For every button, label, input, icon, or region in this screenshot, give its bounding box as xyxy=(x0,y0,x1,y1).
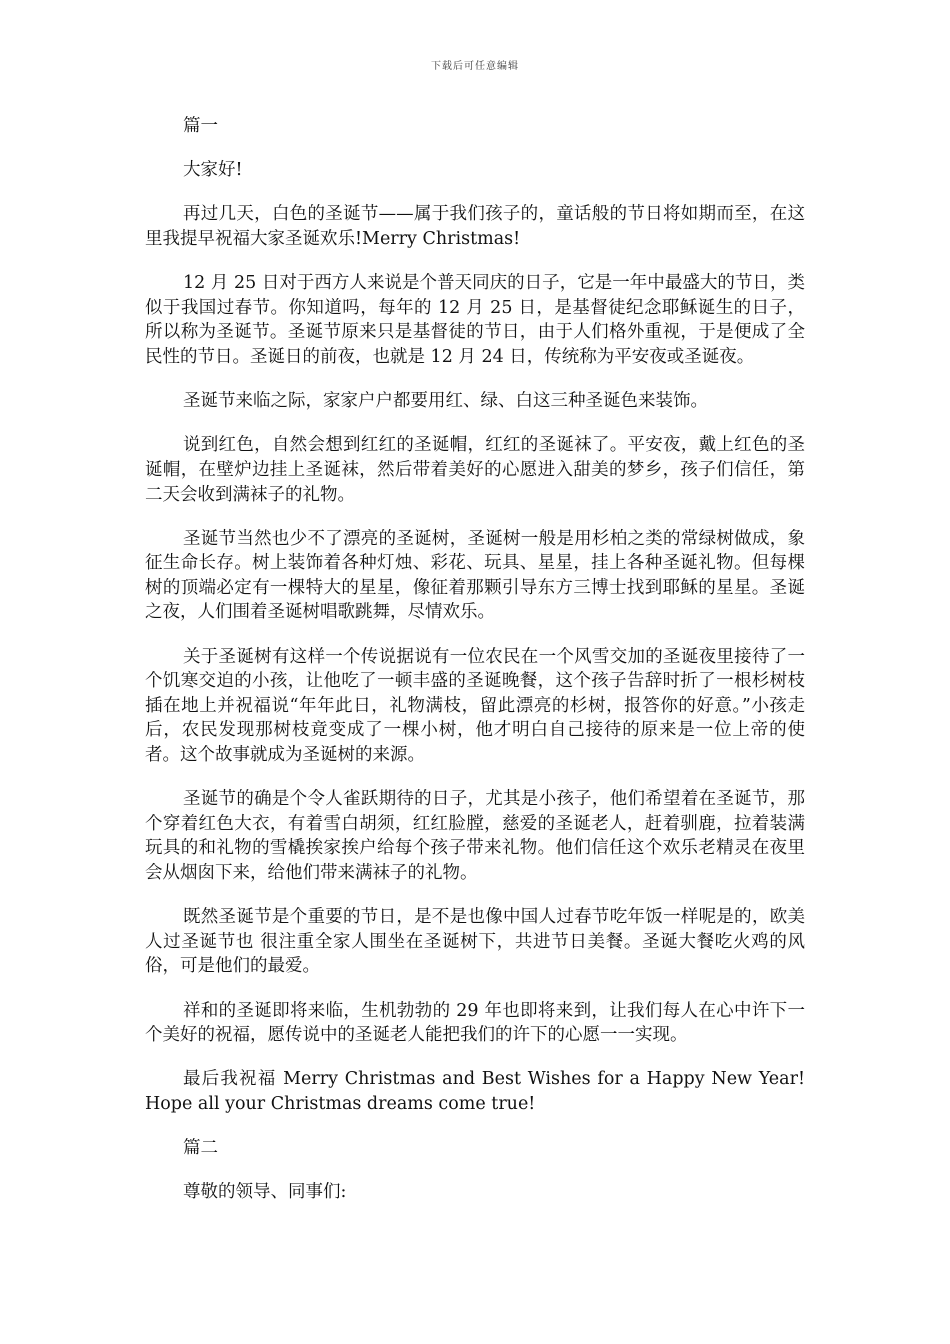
section-greeting: 尊敬的领导、同事们: xyxy=(183,1182,347,1203)
paragraph: 12 月 25 日对于西方人来说是个普天同庆的日子，它是一年中最盛大的节日，类似于我国过春节。你知道吗，每年的 12 月 25 日，是基督徒纪念耶稣诞生的日子，所以称为圣诞节。圣诞节原来只是基督徒的节日，由于人们格外重视，于是便成了全民性的节日。圣诞日的前夜，也就是 12 月 24 日，传统称为平安夜或圣诞夜。 xyxy=(145,273,805,367)
paragraph: 圣诞节的确是个令人雀跃期待的日子，尤其是小孩子，他们希望着在圣诞节，那个穿着红色大衣，有着雪白胡须，红红脸膛，慈爱的圣诞老人，赶着驯鹿，拉着装满玩具的和礼物的雪橇挨家挨户给每个孩子带来礼物。他们信任这个欢乐老精灵在夜里会从烟囱下来，给他们带来满袜子的礼物。 xyxy=(145,789,805,883)
section-title: 篇一 xyxy=(183,116,218,136)
greeting: 大家好! xyxy=(183,160,243,181)
closing-paragraph: 最后我祝福 Merry Christmas and Best Wishes for a Happy New Year! Hope all your Christmas dreams come true! xyxy=(145,1069,805,1114)
paragraph: 再过几天，白色的圣诞节——属于我们孩子的，童话般的节日将如期而至，在这里我提早祝福大家圣诞欢乐!Merry Christmas! xyxy=(145,204,805,249)
paragraph: 圣诞节当然也少不了漂亮的圣诞树，圣诞树一般是用杉柏之类的常绿树做成，象征生命长存。树上装饰着各种灯烛、彩花、玩具、星星，挂上各种圣诞礼物。但每棵树的顶端必定有一棵特大的星星，像征着那颗引导东方三博士找到耶稣的星星。圣诞之夜，人们围着圣诞树唱歌跳舞，尽情欢乐。 xyxy=(145,528,805,623)
paragraph: 圣诞节来临之际，家家户户都要用红、绿、白这三种圣诞色来装饰。 xyxy=(183,391,708,412)
paragraph: 说到红色，自然会想到红红的圣诞帽，红红的圣诞袜了。平安夜，戴上红色的圣诞帽，在壁炉边挂上圣诞袜，然后带着美好的心愿进入甜美的梦乡，孩子们信任，第二天会收到满袜子的礼物。 xyxy=(145,435,805,505)
document-body xyxy=(145,114,805,1225)
section-title: 篇二 xyxy=(183,1138,218,1159)
header-note: 下载后可任意编辑 xyxy=(431,61,519,72)
paragraph: 祥和的圣诞即将来临，生机勃勃的 29 年也即将来到，让我们每人在心中许下一个美好的祝福，愿传说中的圣诞老人能把我们的许下的心愿一一实现。 xyxy=(145,1000,805,1046)
paragraph: 关于圣诞树有这样一个传说据说有一位农民在一个风雪交加的圣诞夜里接待了一个饥寒交迫的小孩，让他吃了一顿丰盛的圣诞晚餐，这个孩子告辞时折了一根杉树枝插在地上并祝福说“年年此日，礼物满枝，留此漂亮的杉树，报答你的好意。”小孩走后，农民发现那树枝竟变成了一棵小树，他才明白自己接待的原来是一位上帝的使者。这个故事就成为圣诞树的来源。 xyxy=(145,646,805,766)
paragraph: 既然圣诞节是个重要的节日，是不是也像中国人过春节吃年饭一样呢是的，欧美人过圣诞节也 很注重全家人围坐在圣诞树下，共进节日美餐。圣诞大餐吃火鸡的风俗，可是他们的最爱。 xyxy=(145,907,805,977)
